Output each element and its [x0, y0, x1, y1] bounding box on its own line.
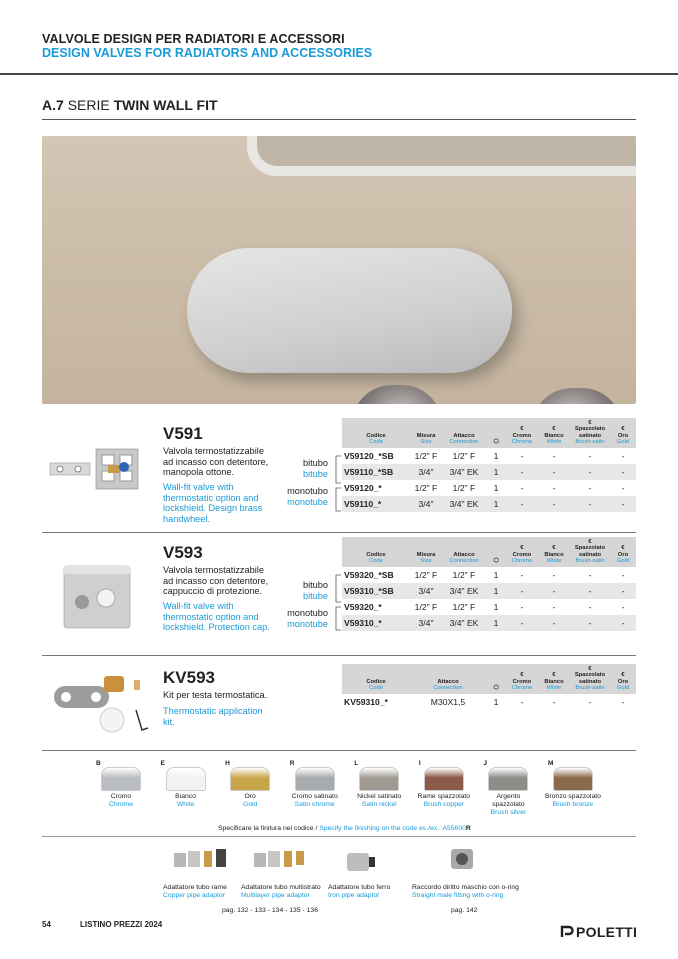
table-row: V59320_*SB 1/2" F 1/2" F 1 - - - - [344, 569, 625, 580]
finish-name-en: Satin nickel [361, 801, 397, 808]
divider [42, 532, 636, 533]
v593-desc-it: Valvola termostatizzabile ad incasso con detentore, cappuccio di protezione. [163, 565, 269, 596]
valve-knob-left [352, 385, 442, 404]
finish-swatch [157, 760, 215, 817]
table-row: V59310_* 3/4" 3/4" EK 1 - - - - [342, 615, 636, 631]
table-row: V59120_*SB 1/2" F 1/2" F 1 - - - - [344, 450, 625, 461]
v591-desc-en: Wall-fit valve with thermostatic option and lockshield. Design brass handwheel. [163, 482, 263, 524]
finish-swatch [92, 760, 150, 817]
finish-swatch [286, 760, 344, 817]
footer-listino: LISTINO PREZZI 2024 [80, 920, 163, 929]
finish-cap-image [488, 767, 528, 791]
finish-name-en: Gold [242, 801, 258, 808]
pages-ref-fitting: pag. 142 [451, 907, 478, 914]
v593-monotubo-label: monotubo monotube [287, 608, 328, 629]
v593-desc-en: Wall-fit valve with thermostatic option and lockshield. Protection cap. [163, 601, 270, 632]
pages-ref-adaptors: pag. 132 - 133 - 134 - 135 - 136 [222, 907, 318, 914]
copper-adaptor-label: Adattatore tubo rame Copper pipe adaptor [163, 884, 227, 899]
v591-price-table: Codice Code Misura Size Attacco Connection ⬡ € Cromo Chrome € Bianco White € Spazzolato satinato Brush-satin € Oro Gold V59120_*SB 1/2" F 1/2" F 1 - - - - V59110_*SB 3/4" 3/4" EK 1 - - - - V59120_* 1/2" F 1/2" F 1 - - - - V59110_* 3/4" 3/4" EK 1 - - - - [342, 418, 636, 512]
kv593-price-table: Codice Code Attacco Connection ⬡ € Cromo Chrome € Bianco White € Spazzolato satinato Brush-satin € Oro Gold KV59310_* M30X1,5 1 - - - - [342, 664, 636, 710]
divider [42, 750, 636, 751]
kv593-product-image [52, 672, 162, 744]
finish-letter: J [483, 760, 487, 767]
header-title-en: DESIGN VALVES FOR RADIATORS AND ACCESSORIES [42, 46, 373, 60]
multilayer-adaptor-label: Adattatore tubo multistrato Multilayer pipe adaptor [241, 884, 321, 899]
v593-name: V593 [163, 543, 203, 562]
kv593-desc-en: Thermostatic application kit. [163, 706, 263, 727]
header-title-it: VALVOLE DESIGN PER RADIATORI E ACCESSORI [42, 32, 345, 46]
finish-cap-image [101, 767, 141, 791]
finish-name-en: Chrome [108, 801, 134, 808]
page-number: 54 [42, 920, 51, 929]
v593-product-image [58, 560, 138, 632]
valve-knob-right [532, 388, 622, 404]
finish-cap-image [359, 767, 399, 791]
finish-name-it: Rame spazzolato [417, 793, 471, 800]
table-row: KV59310_* M30X1,5 1 - - - - [344, 696, 625, 707]
box-icon: ⬡ [493, 685, 499, 692]
finish-name-it: Oro [244, 793, 256, 800]
v591-monotubo-label: monotubo monotube [287, 486, 328, 507]
v593-bitubo-label: bitubo bitube [302, 580, 328, 601]
brand-logo: POLETTI [560, 924, 637, 940]
v591-bitubo-label: bitubo bitube [302, 458, 328, 479]
finish-name-it: Nickel satinato [357, 793, 402, 800]
box-icon: ⬡ [493, 558, 499, 565]
box-icon: ⬡ [493, 439, 499, 446]
kv593-desc-it: Kit per testa termostatica. [163, 690, 268, 700]
divider [42, 836, 636, 837]
finish-name-it: Bronzo spazzolato [544, 793, 601, 800]
finish-name-en: Brush silver [490, 809, 527, 816]
finish-name-en: Brush bronze [552, 801, 594, 808]
finish-letter: R [289, 760, 295, 767]
poletti-logo-icon [560, 925, 574, 939]
table-row: V59120_* 1/2" F 1/2" F 1 - - - - [344, 482, 625, 493]
finish-swatch [221, 760, 279, 817]
finish-name-en: Satin chrome [294, 801, 335, 808]
section-title: A.7 SERIE TWIN WALL FIT [42, 97, 218, 113]
multilayer-adaptor-image [250, 845, 320, 875]
copper-adaptor-image [170, 845, 240, 875]
finish-swatch [544, 760, 602, 817]
finish-name-en: Brush copper [423, 801, 465, 808]
hero-product-photo [42, 136, 636, 404]
finish-letter: L [354, 760, 359, 767]
v591-name: V591 [163, 424, 203, 443]
finish-letter: H [225, 760, 230, 767]
finish-cap-image [295, 767, 335, 791]
section-divider [42, 119, 636, 120]
finish-letter: M [547, 760, 554, 767]
straight-fitting-image [445, 845, 485, 875]
iron-adaptor-label: Adattatore tubo ferro Iron pipe adaptor [328, 884, 391, 899]
finish-cap-image [230, 767, 270, 791]
finish-letter: I [418, 760, 421, 767]
finish-swatch [350, 760, 408, 817]
table-row: V59110_* 3/4" 3/4" EK 1 - - - - [342, 496, 636, 512]
v591-desc-it: Valvola termostatizzabile ad incasso con detentore, manopola ottone. [163, 446, 269, 477]
finish-cap-image [166, 767, 206, 791]
v593-price-table: Codice Code Misura Size Attacco Connection ⬡ € Cromo Chrome € Bianco White € Spazzolato satinato Brush-satin € Oro Gold V59320_*SB 1/2" F 1/2" F 1 - - - - V59310_*SB 3/4" 3/4" EK 1 - - - - V59320_* 1/2" F 1/2" F 1 - - - - V59310_* 3/4" 3/4" EK 1 - - - - [342, 537, 636, 631]
finish-swatch [415, 760, 473, 817]
table-row: V59310_*SB 3/4" 3/4" EK 1 - - - - [342, 583, 636, 599]
finish-cap-image [553, 767, 593, 791]
finish-name-it: Cromo satinato [291, 793, 338, 800]
finishes-strip [92, 760, 602, 820]
finish-name-it: Bianco [175, 793, 196, 800]
table-row: V59110_*SB 3/4" 3/4" EK 1 - - - - [342, 464, 636, 480]
v591-product-image [46, 437, 156, 509]
divider [42, 655, 636, 656]
finish-swatch [479, 760, 537, 817]
finish-name-it: Cromo [110, 793, 132, 800]
kv593-name: KV593 [163, 668, 215, 687]
finish-letter: E [160, 760, 165, 767]
finish-name-it: Argento spazzolato [492, 793, 525, 808]
table-row: V59320_* 1/2" F 1/2" F 1 - - - - [344, 601, 625, 612]
finish-cap-image [424, 767, 464, 791]
header-divider [0, 73, 678, 75]
finish-letter: B [96, 760, 101, 767]
mirror-frame [247, 136, 636, 176]
finish-name-en: White [176, 801, 195, 808]
straight-fitting-label: Raccordo diritto maschio con o-ring Straight male fitting with o-ring [412, 884, 519, 899]
finish-note: Specificare la finitura nel codice / Specify the finishing on the code es./ex.: A55600R [218, 825, 471, 832]
iron-adaptor-image [343, 847, 383, 877]
